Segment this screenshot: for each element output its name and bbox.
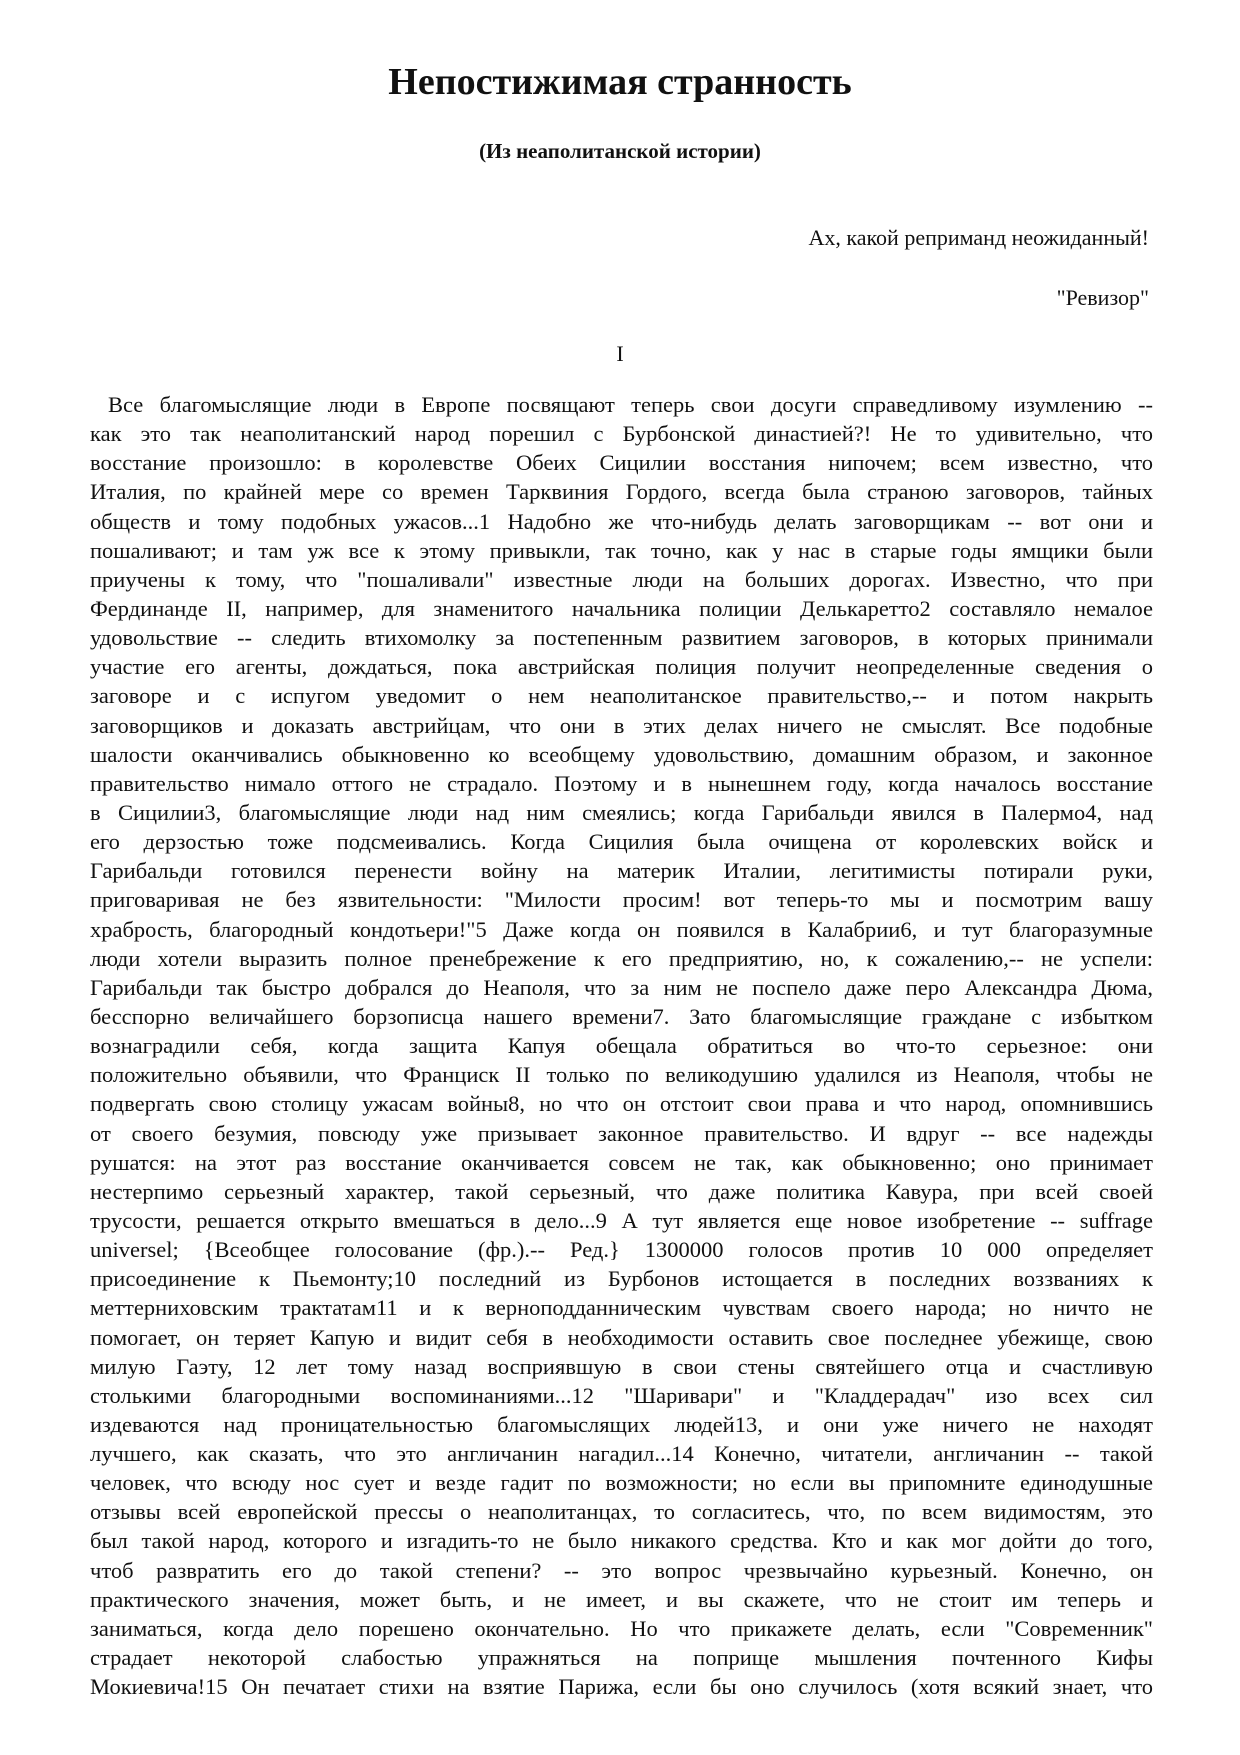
text-line: восстание произошло: в королевстве Обеих Сицилии восстания нипочем; всем известно, что (90, 450, 1153, 476)
body-paragraph (90, 390, 1153, 1701)
text-line: пошаливают; и там уж все к этому привыкли, так точно, как у нас в старые годы ямщики были (90, 537, 1153, 563)
text-line: участие его агенты, дождаться, пока австрийская полиция получит неопределенные сведения о (90, 654, 1153, 680)
text-line: чтоб развратить его до такой степени? -- это вопрос чрезвычайно курьезный. Конечно, он (90, 1557, 1153, 1583)
text-line: человек, что всюду нос сует и везде гадит по возможности; но если вы припомните единодушные (90, 1470, 1153, 1496)
text-line: отзывы всей европейской прессы о неаполитанцах, то согласитесь, что, по всем видимостям, это (90, 1499, 1153, 1525)
text-line: храбрость, благородный кондотьери!"5 Даже когда он появился в Калабрии6, и тут благоразумные (90, 916, 1153, 942)
text-line: лучшего, как сказать, что это англичанин нагадил...14 Конечно, читатели, англичанин -- такой (90, 1441, 1153, 1467)
text-line: нестерпимо серьезный характер, такой серьезный, что даже политика Кавура, при всей своей (90, 1178, 1153, 1204)
epigraph-source: "Ревизор" (1056, 285, 1149, 310)
text-line: страдает некоторой слабостью упражняться на поприще мышления почтенного Кифы (90, 1645, 1153, 1671)
chapter-number: I (616, 341, 624, 366)
text-line: меттерниховским трактатам11 и к верноподданническим чувствам своего народа; но ничто не (90, 1295, 1153, 1321)
text-line: издеваются над проницательностью благомыслящих людей13, и они уже ничего не находят (90, 1411, 1153, 1437)
text-line: Мокиевича!15 Он печатает стихи на взятие Парижа, если бы оно случилось (хотя всякий знает, что (90, 1674, 1153, 1700)
text-line: заговорщиков и доказать австрийцам, что они в этих делах ничего не смыслят. Все подобные (90, 712, 1153, 738)
text-line: его дерзостью тоже подсмеивались. Когда Сицилия была очищена от королевских войск и (90, 829, 1153, 855)
epigraph-text: Ах, какой реприманд неожиданный! (808, 225, 1149, 250)
text-line: Фердинанде II, например, для знаменитого начальника полиции Делькаретто2 составляло немалое (90, 595, 1153, 621)
text-line: милую Гаэту, 12 лет тому назад восприявшую в свои стены святейшего отца и счастливую (90, 1353, 1153, 1379)
text-line: от своего безумия, повсюду уже призывает законное правительство. И вдруг -- все надежды (90, 1120, 1153, 1146)
text-line: правительство нимало оттого не страдало. Поэтому и в нынешнем году, когда началось восстание (90, 770, 1153, 796)
page-title: Непостижимая странность (388, 61, 852, 103)
text-line: приговаривая не без язвительности: "Милости просим! вот теперь-то мы и посмотрим вашу (90, 887, 1153, 913)
text-line: обществ и тому подобных ужасов...1 Надобно же что-нибудь делать заговорщикам -- вот они и (90, 508, 1153, 534)
text-line: люди хотели выразить полное пренебрежение к его предприятию, но, к сожалению,-- не успели: (90, 945, 1153, 971)
text-line: трусости, решается открыто вмешаться в дело...9 А тут является еще новое изобретение -- suffrage (90, 1207, 1153, 1233)
text-line: практического значения, может быть, и не имеет, и вы скажете, что не стоит им теперь и (90, 1586, 1153, 1612)
text-line: удовольствие -- следить втихомолку за постепенным развитием заговоров, в которых принимали (90, 625, 1153, 651)
text-line: universel; {Всеобщее голосование (фр.).-- Ред.} 1300000 голосов против 10 000 определяет (90, 1237, 1153, 1263)
text-line: Все благомыслящие люди в Европе посвящают теперь свои досуги справедливому изумлению -- (108, 392, 1153, 417)
text-line: столькими благородными воспоминаниями...12 "Шаривари" и "Кладдерадач" изо всех сил (90, 1382, 1153, 1408)
text-line: заговоре и с испугом уведомит о нем неаполитанское правительство,-- и потом накрыть (90, 683, 1153, 709)
text-line: Италия, по крайней мере со времен Тарквиния Гордого, всегда была страною заговоров, тайных (90, 479, 1153, 505)
text-line: как это так неаполитанский народ порешил с Бурбонской династией?! Не то удивительно, что (90, 421, 1153, 447)
text-line: был такой народ, которого и изгадить-то не было никакого средства. Кто и как мог дойти до того, (90, 1528, 1153, 1554)
text-line: бесспорно величайшего борзописца нашего времени7. Зато благомыслящие граждане с избытком (90, 1003, 1153, 1029)
text-line: вознаградили себя, когда защита Капуя обещала обратиться во что-то серьезное: они (90, 1033, 1153, 1059)
text-line: подвергать свою столицу ужасам войны8, но что он отстоит свои права и что народ, опомнившись (90, 1091, 1153, 1117)
text-line: заниматься, когда дело порешено окончательно. Но что прикажете делать, если "Современник" (90, 1615, 1153, 1641)
text-line: в Сицилии3, благомыслящие люди над ним смеялись; когда Гарибальди явился в Палермо4, над (90, 799, 1153, 825)
text-line: Гарибальди так быстро добрался до Неаполя, что за ним не поспело даже перо Александра Дюма, (90, 974, 1153, 1000)
text-line: приучены к тому, что "пошаливали" известные люди на больших дорогах. Известно, что при (90, 566, 1153, 592)
text-line: положительно объявили, что Франциск II только по великодушию удалился из Неаполя, чтобы не (90, 1062, 1153, 1088)
page-subtitle: (Из неаполитанской истории) (479, 139, 761, 163)
text-line: шалости оканчивались обыкновенно ко всеобщему удовольствию, домашним образом, и законное (90, 741, 1153, 767)
text-line: рушатся: на этот раз восстание оканчивается совсем не так, как обыкновенно; оно принимает (90, 1149, 1153, 1175)
text-line: помогает, он теряет Капую и видит себя в необходимости оставить свое последнее убежище, свою (90, 1324, 1153, 1350)
text-line: присоединение к Пьемонту;10 последний из Бурбонов истощается в последних воззваниях к (90, 1266, 1153, 1292)
text-line: Гарибальди готовился перенести войну на материк Италии, легитимисты потирали руки, (90, 858, 1153, 884)
